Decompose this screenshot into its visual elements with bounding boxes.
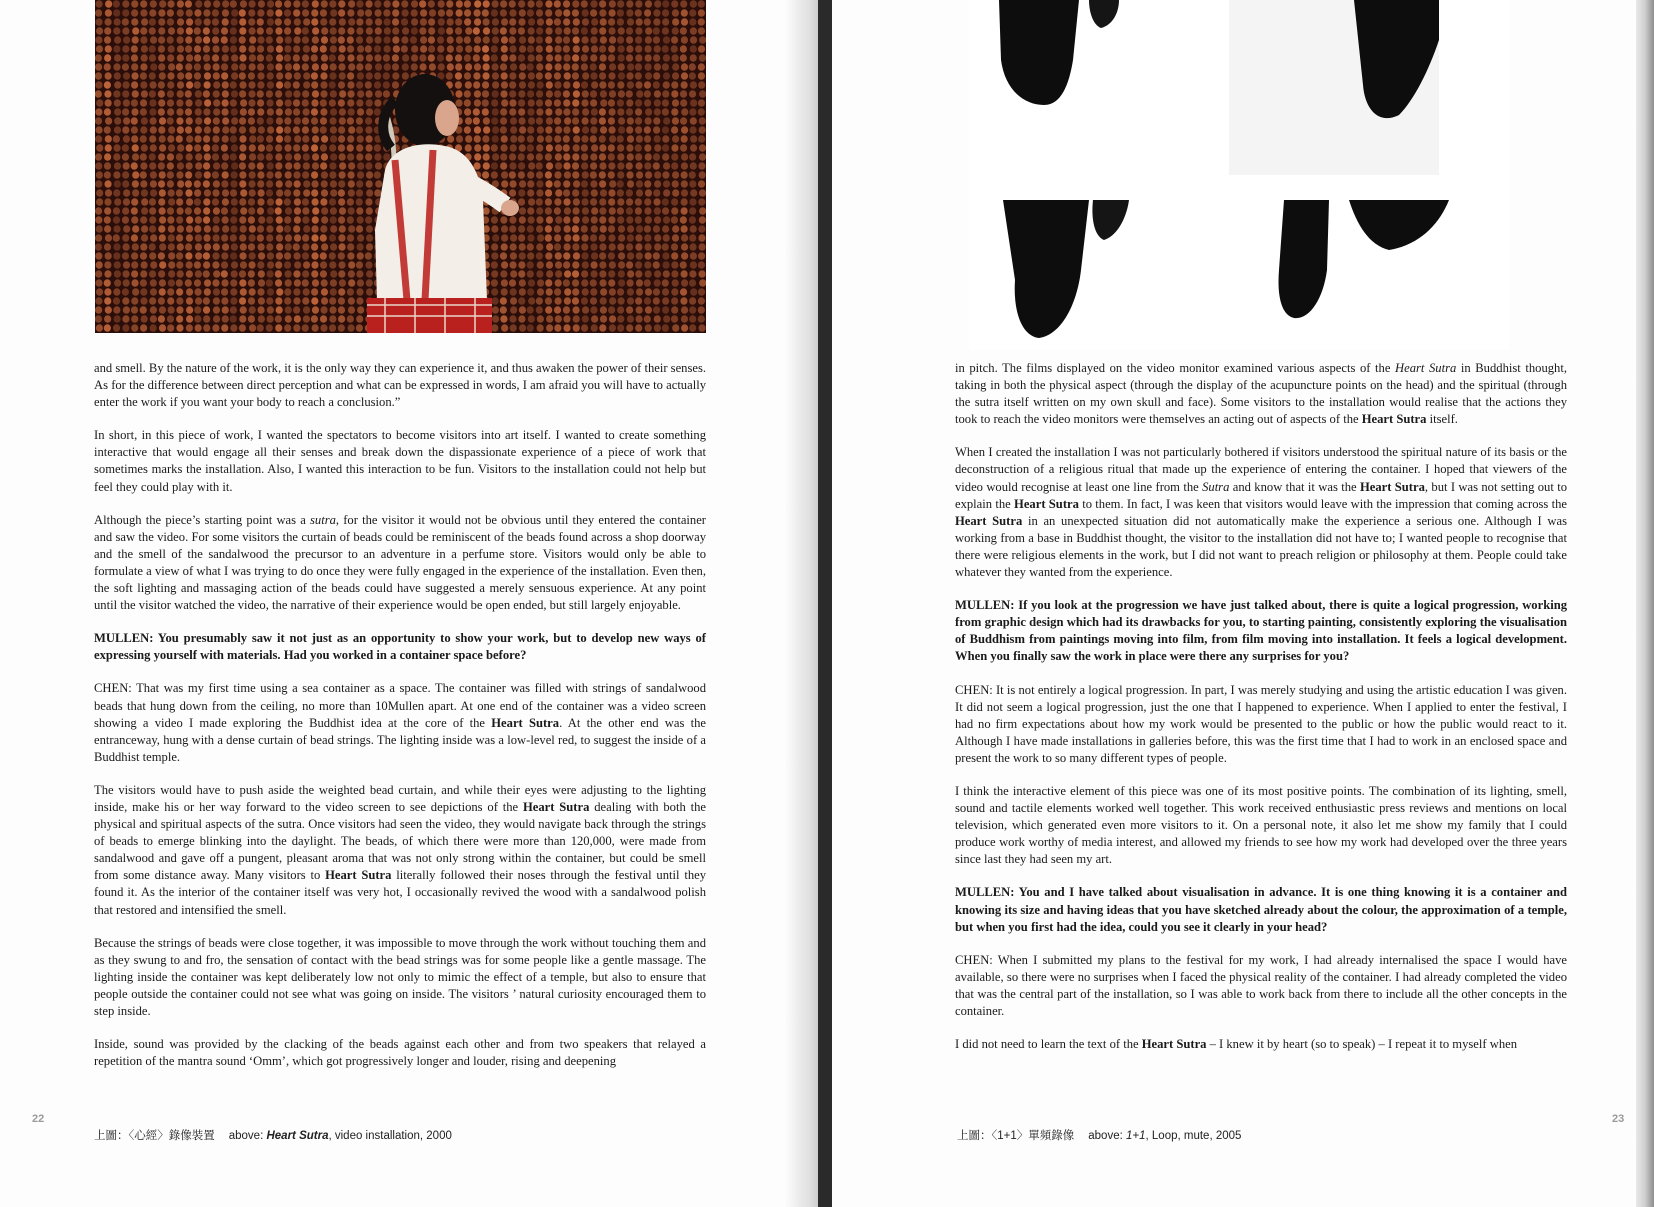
text-run: literally followed their noses through the festival until they found it. As the interior of the container itself was very hot, I occasionally revived the wood with a sandalwood polish that restored and intensified the smell. (94, 868, 707, 917)
photo-caption-right (957, 1127, 1241, 1143)
body-paragraph (94, 512, 706, 615)
text-run: MULLEN: If you look at the progression we have just talked about, there is quite a logical progression, working from graphic design which had its drawbacks for you, to starting painting, consistently exploring the visualisation of Buddhism from paintings moving into film, from film moving into installation. It feels a logical development. When you finally saw the work in place were there any surprises for you? (955, 598, 1567, 664)
right-article-column (955, 360, 1567, 1069)
body-paragraph (955, 360, 1567, 428)
body-paragraph (94, 1036, 706, 1070)
text-run: , for the visitor it would not be obvious until they entered the container and saw the video. For some visitors the curtain of beads could be reminiscent of the beads found across a shop doorway and the smell of the sandalwood the precursor to an adventure in a perfume store. Visitors would only be able to formulate a view of what I was trying to do once they were fully engaged in the experience of the installation. Even then, the soft lighting and massaging action of the beads could have suggested a merely sensuous experience. At any point until the visitor watched the video, the narrative of their experience would be open ended, but still largely enjoyable. (94, 512, 706, 613)
body-paragraph (94, 782, 706, 919)
text-run: Inside, sound was provided by the clacking of the beads against each other and from two speakers that relayed a repetition of the mantra sound ‘Omm’, which got progressively longer and louder, rising and deepening (94, 1037, 706, 1069)
italic-text: sutra (310, 512, 336, 527)
photo-caption-left (94, 1127, 452, 1143)
beads-curtain-photo (95, 0, 706, 333)
text-run: in pitch. The films displayed on the video monitor examined various aspects of the (955, 361, 1396, 375)
bold-title-text: Heart Sutra (1361, 412, 1427, 427)
italic-text: Sutra (1202, 479, 1230, 494)
text-run: , but I was not setting out to explain the (955, 479, 1568, 511)
text-run: and smell. By the nature of the work, it is the only way they can experience it, and thus awaken the power of their senses. As for the difference between direct perception and what can be expressed in words, I am afraid you will have to actually enter the work if you want your body to reach a conclusion.” (94, 361, 707, 410)
bold-title-text: Heart Sutra (325, 868, 392, 883)
caption-prefix-left: above: (228, 1130, 267, 1142)
text-run: in an unexpected situation did not automatically make the experience a serious one. Although I was working from a base in Buddhist thought, the visitor to the installation did not have to; I wanted people to recognise that there were religious elements in the work, but I did not want to preach religion or philosophy at them. People could take whatever they wanted from the experience. (955, 513, 1568, 580)
caption-cjk-left: 上圖：〈心經〉錄像裝置 (94, 1130, 215, 1142)
italic-text: Heart Sutra (1395, 361, 1457, 375)
body-paragraph (94, 360, 706, 411)
left-article-column (94, 360, 706, 1086)
text-run: – I knew it by heart (so to speak) – I repeat it to myself when (1206, 1037, 1518, 1052)
text-run: Because the strings of beads were close together, it was impossible to move through the work without touching them and as they swung to and fro, the sensation of contact with the bead strings was for some people like a gentle massage. The lighting inside the container was kept deliberately low not only to mimic the effect of a temple, but also to ensure that people outside the container could not see what was going on inside. The visitors ’ natural curiosity encouraged them to step inside. (94, 935, 706, 1018)
body-paragraph (94, 680, 706, 765)
text-run: I think the interactive element of this piece was one of its most positive points. The combination of its lighting, smell, sound and tactile elements worked well together. This work received enthusiastic press reviews and mentions on local television, which generated even more visitors to it. On a personal note, it also let me show my family that I could produce work worthy of media interest, and allowed my friends to see how my work had developed over the three years since last they had seen my art. (955, 783, 1567, 867)
caption-rest-right: , Loop, mute, 2005 (1145, 1130, 1242, 1142)
caption-title-right: 1+1 (1126, 1130, 1146, 1142)
bold-title-text: Heart Sutra (955, 513, 1023, 528)
text-run: CHEN: When I submitted my plans to the festival for my work, I had already internalised the space I would have available, so there were no surprises when I faced the physical reality of the container. I had already completed the video that was the central part of the installation, so I was able to work back from there to include all the other concepts in the container. (955, 952, 1567, 1018)
bold-title-text: Heart Sutra (1141, 1037, 1207, 1052)
page-number-right: 23 (1612, 1113, 1625, 1125)
bold-title-text: Heart Sutra (522, 799, 590, 814)
page-edge (1636, 0, 1654, 1207)
left-page (0, 0, 805, 1207)
text-run: MULLEN: You and I have talked about visualisation in advance. It is one thing knowing it is a container and knowing its size and having ideas that you have sketched already about the colour, the approximation of a temple, but when you first had the idea, could you see it clearly in your head? (955, 885, 1567, 934)
text-run: In short, in this piece of work, I wanted the spectators to become visitors into art itself. I wanted to create something interactive that would engage all their senses and break down the dispassionate experience of a piece of work that sometimes marks the installation. Also, I wanted this interaction to be fun. Visitors to the installation could not help but feel they could play with it. (94, 428, 706, 494)
beads-curtain-image (95, 0, 706, 333)
text-run: MULLEN: You presumably saw it not just as an opportunity to show your work, but to develop new ways of expressing yourself with materials. Had you worked in a container space before? (94, 631, 706, 663)
text-run: dealing with both the physical and spiritual aspects of the sutra. Once visitors had seen the video, they would navigate back through the strings of beads to emerge blinking into the daylight. The beads, of which there were more than 120,000, were made from sandalwood and gave off a pungent, pleasant aroma that was not only strong within the container, but could be smell from some distance away. Many visitors to (94, 799, 707, 883)
body-paragraph (94, 935, 706, 1020)
feet-photo-image (969, 0, 1509, 350)
interview-question (955, 597, 1567, 665)
text-run: in Buddhist thought, taking in both the physical aspect (through the display of the acupuncture points on the head) and the spiritual (through the sutra itself written on my own skull and face). Some visitors to the installation would realise that the actions they took to reach the video monitors were themselves an acting out of aspects of the (955, 361, 1567, 427)
caption-title-left: Heart Sutra (266, 1130, 329, 1142)
caption-rest-left: , video installation, 2000 (328, 1130, 452, 1142)
bold-title-text: Heart Sutra (491, 715, 560, 730)
body-paragraph (94, 427, 706, 495)
text-run: CHEN: It is not entirely a logical progression. In part, I was merely studying and using the artistic education I was given. It did not seem a logical progression, just the one that I happened to experience. When I applied to enter the festival, I had no firm expectations about how my work would be presented to the public or how the public would react to it. Although I have made installations in galleries before, this was the first time that I had to work in an enclosed space and present the work to so many different types of people. (955, 682, 1567, 765)
right-page (832, 0, 1654, 1207)
foot-panel-top-right (1229, 0, 1439, 175)
body-paragraph (955, 444, 1567, 581)
text-run: The visitors would have to push aside the weighted bead curtain, and while their eyes were adjusting to the lighting inside, make his or her way forward to the video screen to see depictions of the (94, 782, 706, 814)
text-run: to them. In fact, I was keen that visitors would leave with the impression that coming across the (1078, 496, 1567, 511)
bold-title-text: Heart Sutra (1359, 479, 1425, 494)
interview-question (94, 630, 706, 664)
text-run: Although the piece’s starting point was a (94, 512, 310, 527)
body-paragraph (955, 682, 1567, 767)
body-paragraph (955, 1036, 1567, 1053)
bold-title-text: Heart Sutra (1014, 496, 1079, 511)
body-paragraph (955, 952, 1567, 1020)
text-run: CHEN: That was my first time using a sea container as a space. The container was filled with strings of sandalwood beads that hung down from the ceiling, no more than 10Mullen apart. At one end of the container was a video screen showing a video I made exploring the Buddhist idea at the core of the (94, 681, 706, 730)
text-run: itself. (1426, 412, 1458, 427)
text-run: . At the other end was the entranceway, hung with a dense curtain of bead strings. The lighting inside was a low-level red, to suggest the inside of a Buddhist temple. (94, 715, 707, 764)
book-gutter (818, 0, 832, 1207)
page-number-left: 22 (32, 1113, 45, 1125)
caption-cjk-right: 上圖：〈1+1〉單頻錄像 (957, 1130, 1075, 1142)
text-run: I did not need to learn the text of the (955, 1037, 1142, 1052)
body-paragraph (955, 783, 1567, 868)
text-run: When I created the installation I was not particularly bothered if visitors understood the spiritual nature of its basis or the deconstruction of a religious ritual that made up the experience of entering the container. I hoped that viewers of the video would recognise at least one line from the (955, 445, 1567, 494)
text-run: and know that it was the (1229, 479, 1360, 494)
caption-prefix-right: above: (1088, 1130, 1126, 1142)
interview-question (955, 884, 1567, 935)
